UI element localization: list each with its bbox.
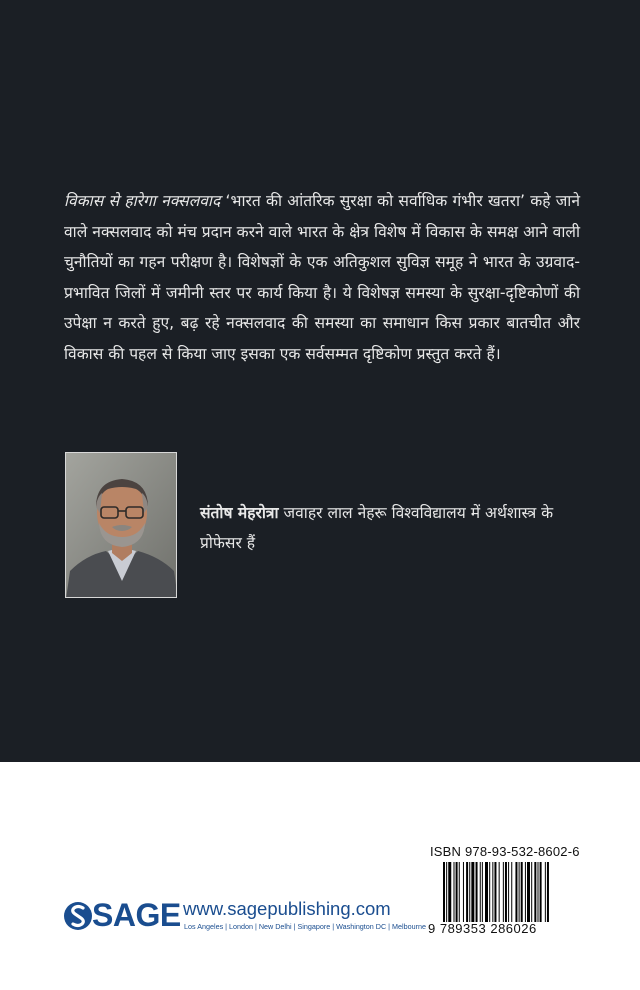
publisher-locations: Los Angeles | London | New Delhi | Singapore | Washington DC | Melbourne xyxy=(184,922,427,931)
barcode-bar xyxy=(466,862,468,922)
barcode-bar xyxy=(454,862,455,922)
barcode-bar xyxy=(545,862,546,922)
barcode-bar xyxy=(505,862,507,922)
barcode-bar xyxy=(508,862,509,922)
barcode-bar xyxy=(499,862,500,922)
barcode-digits: 9 789353 286026 xyxy=(428,921,537,936)
publisher-website[interactable]: www.sagepublishing.com xyxy=(183,898,391,919)
barcode-bar xyxy=(448,862,451,922)
barcode-bar xyxy=(538,862,539,922)
barcode-bar xyxy=(476,862,478,922)
barcode-bar xyxy=(540,862,542,922)
barcode-bar xyxy=(534,862,536,922)
barcode-bar xyxy=(456,862,458,922)
isbn-label: ISBN 978-93-532-8602-6 xyxy=(430,844,580,859)
sage-logo-text: SAGE xyxy=(92,897,181,933)
author-portrait-image xyxy=(66,453,177,598)
author-bio xyxy=(200,498,590,558)
barcode-bar xyxy=(527,862,530,922)
barcode-bar xyxy=(511,862,512,922)
barcode-bar xyxy=(531,862,532,922)
barcode-bar xyxy=(515,862,517,922)
barcode-bar xyxy=(521,862,523,922)
book-title: विकास से हारेगा नक्सलवाद xyxy=(64,192,221,210)
barcode-image xyxy=(443,862,583,922)
barcode-bar xyxy=(480,862,481,922)
barcode-bar xyxy=(525,862,526,922)
barcode-bar xyxy=(494,862,496,922)
barcode-bar xyxy=(463,862,464,922)
barcode-bar xyxy=(485,862,488,922)
blurb-text: ‘भारत की आंतरिक सुरक्षा को सर्वाधिक गंभीर खतरा’ कहे जाने वाले नक्सलवाद को मंच प्रदान करने वाले भारत के क्षेत्र विशेष में विकास के समक्ष आने वाली चुनौतियों का गहन परीक्षण है। विशेषज्ञों के एक अतिकुशल सुविज्ञ समूह ने भारत के उग्रवाद-प्रभावित जिलों में जमीनी स्तर पर कार्य किया है। ये विशेषज्ञ समस्या के सुरक्षा-दृष्टिकोणों की उपेक्षा न करते हुए, बढ़ रहे नक्सलवाद की समस्या का समाधान किस प्रकार बातचीत और विकास की पहल से किया जाए इसका एक सर्वसम्मत दृष्टिकोण प्रस्तुत करते हैं। xyxy=(64,192,581,363)
author-name: संतोष मेहरोत्रा xyxy=(200,504,279,522)
barcode-bar xyxy=(459,862,460,922)
barcode-bar xyxy=(446,862,447,922)
barcode-bar xyxy=(443,862,445,922)
barcode-bar xyxy=(489,862,490,922)
barcode-bar xyxy=(471,862,474,922)
barcode-bar xyxy=(519,862,520,922)
barcode-bar xyxy=(503,862,504,922)
barcode-bar xyxy=(469,862,470,922)
author-photo xyxy=(65,452,177,598)
book-blurb xyxy=(64,186,580,369)
barcode-bar xyxy=(547,862,549,922)
author-bio-text: जवाहर लाल नेहरू विश्वविद्यालय में अर्थशास्त्र के प्रोफेसर हैं xyxy=(200,504,554,552)
barcode-bar xyxy=(492,862,493,922)
barcode-bar xyxy=(482,862,483,922)
